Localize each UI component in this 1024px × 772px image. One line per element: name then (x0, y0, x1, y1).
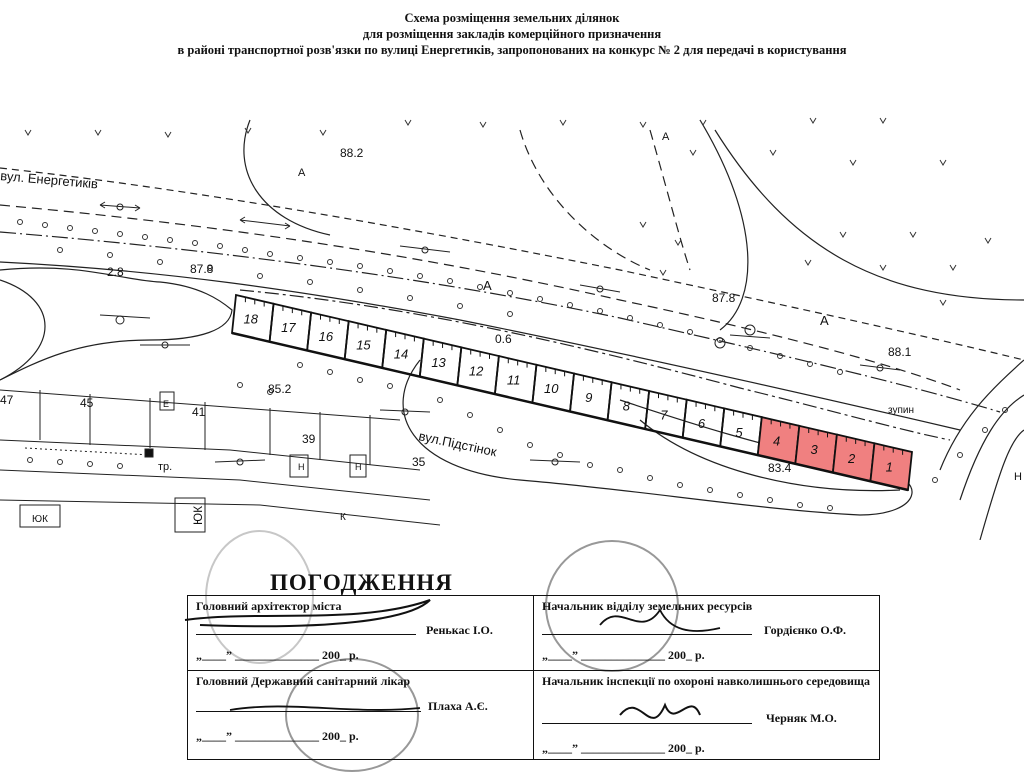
elevation-83-4: 83.4 (768, 461, 792, 475)
plot-number-10: 10 (543, 381, 559, 397)
label-a-2: A (483, 278, 492, 293)
label-h: Н (1014, 471, 1022, 483)
label-n-1: Н (298, 462, 305, 472)
plot-number-18: 18 (243, 311, 259, 327)
role-label: Начальник інспекції по охороні навколишнього середовища (542, 674, 871, 688)
person-name: Плаха А.Є. (428, 699, 488, 713)
title-line-3: в районі транспортної розв'язки по вулиці Енергетиків, запропонованих на конкурс № 2 для передачі в користування (177, 43, 847, 57)
west-curve (0, 280, 45, 380)
date-line: „____” ______________ 200_ р. (542, 648, 705, 662)
plot-number-11: 11 (506, 372, 521, 388)
approval-cell-environment (534, 671, 880, 760)
plot-number-12: 12 (468, 363, 484, 379)
road-edge-north (0, 168, 1024, 360)
building-number-35: 35 (412, 455, 426, 469)
role-label: Головний архітектор міста (196, 599, 342, 613)
east-road (940, 360, 1024, 470)
label-e: Е (163, 399, 170, 409)
person-name: Ренькас І.О. (426, 623, 493, 637)
plot-number-7: 7 (660, 407, 668, 423)
signature-line (196, 711, 421, 712)
role-label: Головний Державний санітарний лікар (196, 674, 411, 688)
label-k: К (340, 512, 346, 523)
role-label: Начальник відділу земельних ресурсів (542, 599, 753, 613)
plot-number-15: 15 (356, 337, 371, 353)
label-a-4: A (662, 131, 670, 143)
title-line-2: для розміщення закладів комерційного призначення (362, 27, 662, 41)
plot-number-9: 9 (585, 389, 593, 405)
elevation-0-6: 0.6 (495, 332, 512, 346)
elevation-85-2: 85.2 (268, 382, 292, 396)
ramp-dash (520, 130, 650, 270)
elevation-2-8: 2.8 (107, 265, 124, 279)
block-row-4 (0, 500, 440, 525)
title-line-1: Схема розміщення земельних ділянок (404, 11, 620, 25)
person-name: Гордієнко О.Ф. (764, 623, 846, 637)
approval-cell-architect (188, 596, 534, 671)
date-line: „____” ______________ 200_ р. (542, 741, 705, 755)
approval-cell-land-resources (534, 596, 880, 671)
approval-cell-sanitary (188, 671, 534, 760)
elevation-87-8-east: 87.8 (712, 291, 736, 305)
approval-table (187, 595, 880, 760)
plot-number-16: 16 (318, 328, 334, 344)
date-line: „____” ______________ 200_ р. (196, 648, 359, 662)
plot-number-1: 1 (885, 459, 893, 475)
plot-number-2: 2 (848, 450, 856, 466)
label-n-2: Н (355, 462, 362, 472)
ramp-dash-2 (650, 130, 690, 270)
date-line: „____” ______________ 200_ р. (196, 729, 359, 743)
elevation-88-1: 88.1 (888, 345, 912, 359)
building-number-47: 47 (0, 393, 14, 407)
plot-number-8: 8 (622, 398, 630, 414)
road-edge-center (0, 232, 1000, 412)
signature-line (542, 634, 752, 635)
signature-line (542, 723, 752, 724)
plot-number-14: 14 (393, 346, 409, 362)
signature-line (196, 634, 416, 635)
road-edge-north-2 (0, 205, 960, 390)
building-number-45: 45 (80, 396, 94, 410)
building-number-41: 41 (192, 405, 206, 419)
west-lot-edge (0, 268, 232, 380)
street-label-energetykiv: вул. Енергетиків (0, 168, 99, 192)
agreement-section (0, 540, 1024, 768)
street-label-pidstinok: вул.Підстінок (417, 428, 499, 460)
plot-number-4: 4 (772, 433, 781, 449)
ramp-curve-2 (715, 130, 1024, 300)
plot-number-17: 17 (281, 320, 296, 336)
label-a-1: A (298, 167, 306, 179)
building-number-39: 39 (302, 432, 316, 446)
elevation-88-2: 88.2 (340, 146, 364, 160)
plot-number-3: 3 (810, 442, 818, 458)
plot-number-6: 6 (697, 416, 706, 432)
agreement-heading: ПОГОДЖЕННЯ (270, 570, 453, 595)
plot-number-5: 5 (735, 424, 743, 440)
east-ramp (980, 430, 1024, 540)
label-uk-1: ЮК (32, 514, 48, 525)
plot-number-13: 13 (431, 354, 446, 370)
label-zupyn: зупин (888, 405, 914, 416)
east-road-2 (960, 395, 1024, 500)
label-a-3: A (820, 313, 829, 328)
road-edge-south (0, 262, 960, 430)
label-uk-2: ЮК (191, 505, 205, 525)
elevation-87-8-west: 87.8 (190, 262, 214, 276)
person-name: Черняк М.О. (766, 711, 837, 725)
plot-strip-edge (232, 333, 908, 490)
curb-loop (244, 120, 330, 235)
label-tp: тр. (158, 461, 173, 473)
